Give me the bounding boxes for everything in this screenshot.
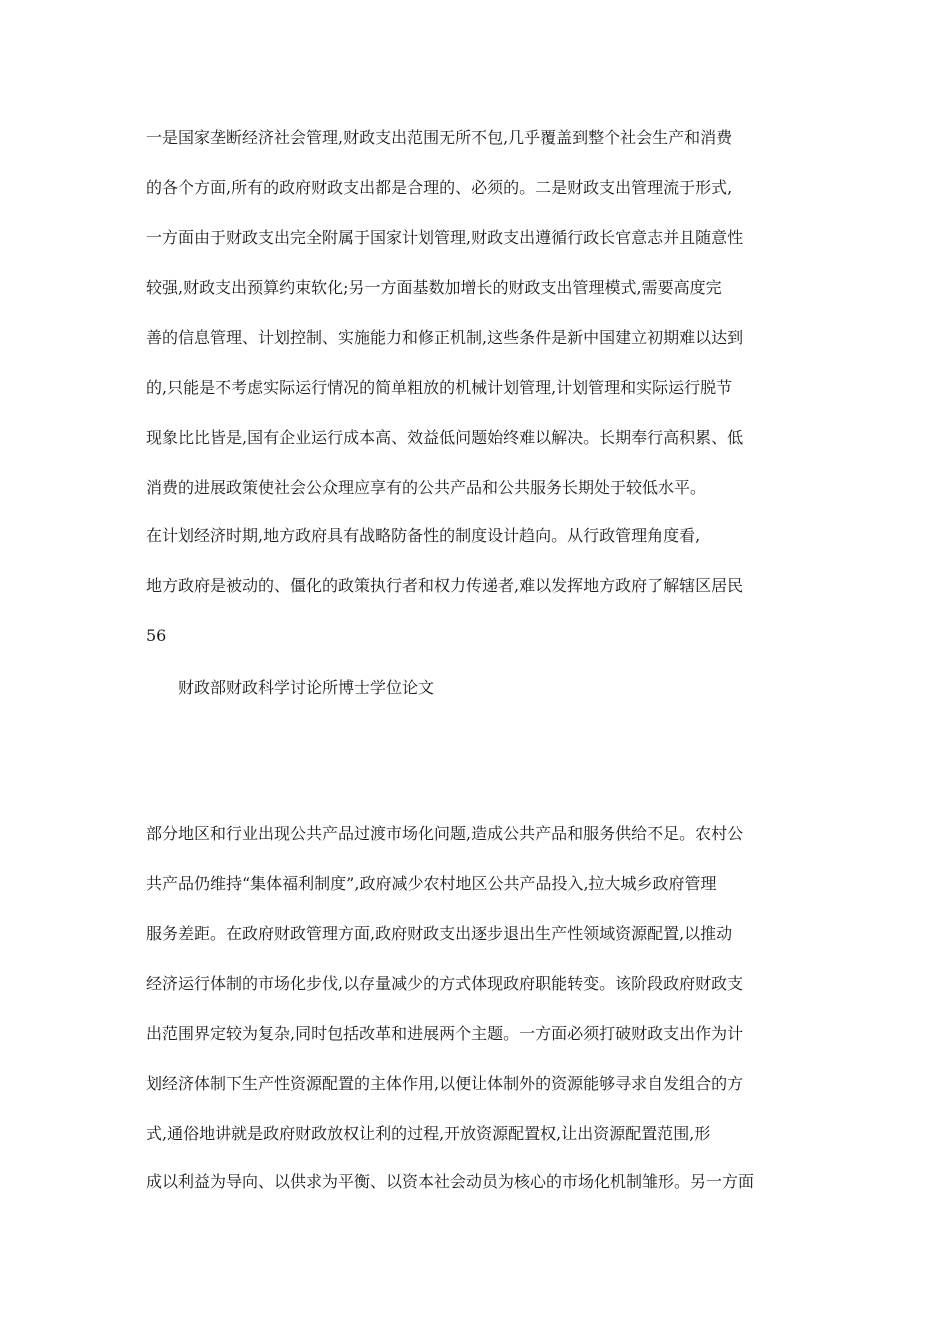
paragraph-line: 现象比比皆是,国有企业运行成本高、效益低问题始终难以解决。长期奉行高积累、低 bbox=[146, 428, 744, 447]
paragraph-line: 服务差距。在政府财政管理方面,政府财政支出逐步退出生产性领域资源配置,以推动 bbox=[146, 924, 733, 943]
paragraph-line: 消费的进展政策使社会公众理应享有的公共产品和公共服务长期处于较低水平。 bbox=[146, 478, 707, 497]
paragraph-line: 划经济体制下生产性资源配置的主体作用,以便让体制外的资源能够寻求自发组合的方 bbox=[146, 1074, 744, 1093]
paragraph-line: 善的信息管理、计划控制、实施能力和修正机制,这些条件是新中国建立初期难以达到 bbox=[146, 328, 744, 347]
paragraph-line: 在计划经济时期,地方政府具有战略防备性的制度设计趋向。从行政管理角度看, bbox=[146, 526, 701, 545]
paragraph-line: 一方面由于财政支出完全附属于国家计划管理,财政支出遵循行政长官意志并且随意性 bbox=[146, 228, 744, 247]
paragraph-line: 地方政府是被动的、僵化的政策执行者和权力传递者,难以发挥地方政府了解辖区居民 bbox=[146, 576, 744, 595]
paragraph-line: 共产品仍维持“集体福利制度”,政府减少农村地区公共产品投入,拉大城乡政府管理 bbox=[146, 874, 717, 893]
paragraph-line: 成以利益为导向、以供求为平衡、以资本社会动员为核心的市场化机制雏形。另一方面 bbox=[146, 1172, 755, 1191]
paragraph-line: 经济运行体制的市场化步伐,以存量减少的方式体现政府职能转变。该阶段政府财政支 bbox=[146, 974, 744, 993]
paragraph-line: 出范围界定较为复杂,同时包括改革和进展两个主题。一方面必须打破财政支出作为计 bbox=[146, 1024, 744, 1043]
page-number: 56 bbox=[146, 626, 167, 645]
paragraph-line: 一是国家垄断经济社会管理,财政支出范围无所不包,几乎覆盖到整个社会生产和消费 bbox=[146, 128, 733, 147]
paragraph-line: 的,只能是不考虑实际运行情况的简单粗放的机械计划管理,计划管理和实际运行脱节 bbox=[146, 378, 733, 397]
paragraph-line: 较强,财政支出预算约束软化;另一方面基数加增长的财政支出管理模式,需要高度完 bbox=[146, 278, 722, 297]
running-header: 财政部财政科学讨论所博士学位论文 bbox=[178, 678, 435, 697]
paragraph-line: 部分地区和行业出现公共产品过渡市场化问题,造成公共产品和服务供给不足。农村公 bbox=[146, 824, 744, 843]
paragraph-line: 的各个方面,所有的政府财政支出都是合理的、必须的。二是财政支出管理流于形式, bbox=[146, 178, 733, 197]
paragraph-line: 式,通俗地讲就是政府财政放权让利的过程,开放资源配置权,让出资源配置范围,形 bbox=[146, 1124, 711, 1143]
